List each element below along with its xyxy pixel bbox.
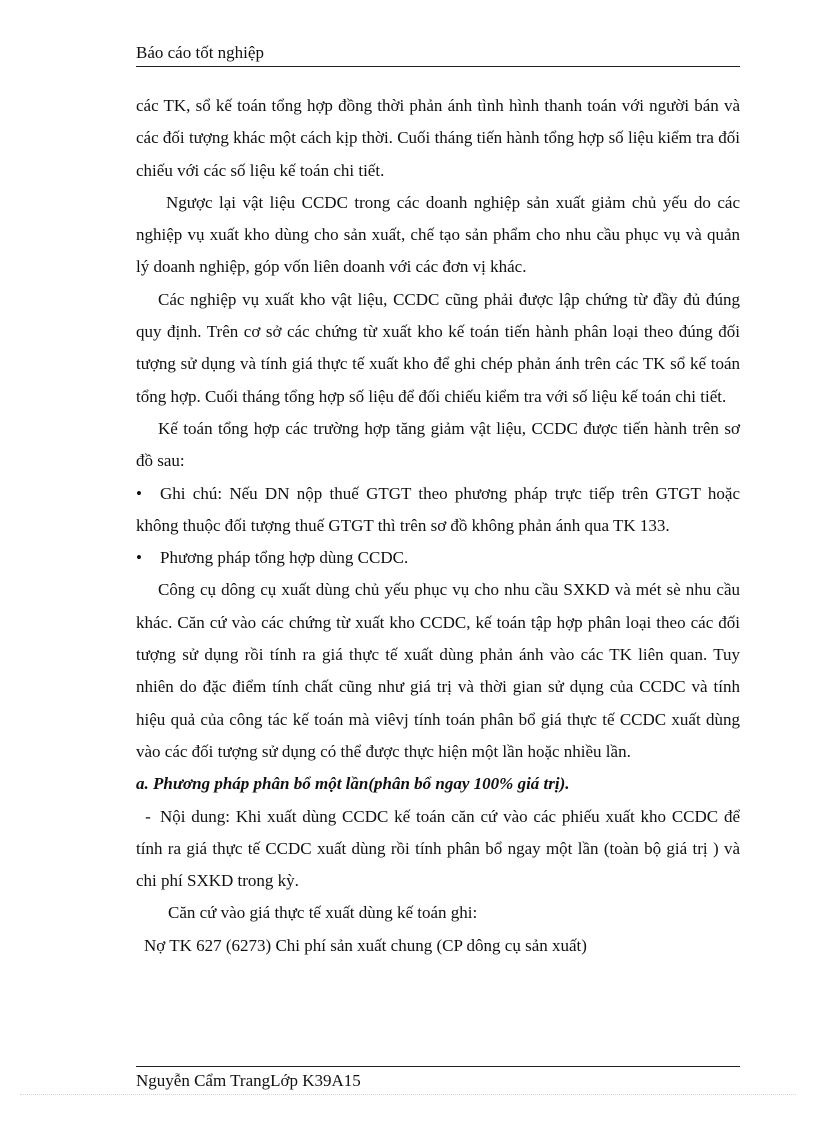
paragraph-3: Các nghiệp vụ xuất kho vật liệu, CCDC cũng phải được lập chứng từ đầy đủ đúng quy định. Trên cơ sở các chứng từ xuất kho kế toán tiến hành phân loại theo đúng đối tượng sử dụng và tính giá thực tế xuất kho để ghi chép phản ánh trên các TK sổ kế toán tổng hợp. Cuối tháng tổng hợp số liệu để đối chiếu kiểm tra với số liệu kế toán chi tiết. bbox=[136, 289, 740, 406]
paragraph-5: Công cụ dông cụ xuất dùng chủ yếu phục vụ cho nhu cầu SXKD và mét sè nhu cầu khác. Căn cứ vào các chứng từ xuất kho CCDC, kế toán tập hợp phân loại theo các đối tượng sử dụng rồi tính ra giá thực tế xuất dùng phản ánh vào các TK liên quan. Tuy nhiên do đặc điểm tính chất cũng như giá trị và thời gian sử dụng của CCDC và tính hiệu quả của công tác kế toán mà viêvj tính toán phân bổ giá thực tế CCDC xuất dùng vào các đối tượng sử dụng có thể được thực hiện một lần hoặc nhiều lần. bbox=[136, 580, 740, 761]
dash-item-content bbox=[136, 801, 740, 898]
paragraph-6: Căn cứ vào giá thực tế xuất dùng kế toán ghi: bbox=[168, 903, 478, 923]
body-text bbox=[136, 90, 740, 962]
header-divider bbox=[136, 66, 740, 67]
bullet-icon: • bbox=[136, 483, 142, 503]
paragraph-4: Kế toán tổng hợp các trường hợp tăng giảm vật liệu, CCDC được tiến hành trên sơ đồ sau: bbox=[136, 418, 740, 471]
section-heading-a: a. Phương pháp phân bổ một lần(phân bổ ngay 100% giá trị). bbox=[136, 774, 570, 794]
footer-divider bbox=[136, 1066, 740, 1067]
bullet-text-method: Phương pháp tổng hợp dùng CCDC. bbox=[160, 548, 409, 568]
page-edge-dotted-line bbox=[20, 1094, 796, 1095]
bullet-icon: • bbox=[136, 548, 142, 568]
paragraph-1: các TK, sổ kế toán tổng hợp đồng thời phản ánh tình hình thanh toán với người bán và các đối tượng khác một cách kịp thời. Cuối tháng tiến hành tổng hợp số liệu kiểm tra đối chiếu với các số liệu kế toán chi tiết. bbox=[136, 96, 740, 180]
dash-text: Nội dung: Khi xuất dùng CCDC kế toán căn cứ vào các phiếu xuất kho CCDC để tính ra giá thực tế CCDC xuất dùng rồi tính phân bổ ngay một lần (toàn bộ giá trị ) và chi phí SXKD trong kỳ. bbox=[136, 806, 740, 891]
dash-icon: - bbox=[145, 806, 151, 826]
bullet-item-method bbox=[136, 542, 740, 574]
bullet-text-note: Ghi chú: Nếu DN nộp thuế GTGT theo phương pháp trực tiếp trên GTGT hoặc không thuộc đối tượng thuế GTGT thì trên sơ đồ không phản ánh qua TK 133. bbox=[136, 483, 740, 535]
paragraph-2: Ngược lại vật liệu CCDC trong các doanh nghiệp sản xuất giảm chủ yếu do các nghiệp vụ xuất kho dùng cho sản xuất, chế tạo sản phẩm cho nhu cầu phục vụ và quản lý doanh nghiệp, góp vốn liên doanh với các đơn vị khác. bbox=[136, 192, 740, 277]
accounting-entry: Nợ TK 627 (6273) Chi phí sản xuất chung (CP dông cụ sản xuất) bbox=[144, 935, 587, 955]
footer-text: Nguyễn Cẩm TrangLớp K39A15 bbox=[136, 1071, 361, 1090]
bullet-item-note bbox=[136, 478, 740, 543]
header-title: Báo cáo tốt nghiệp bbox=[136, 43, 264, 62]
